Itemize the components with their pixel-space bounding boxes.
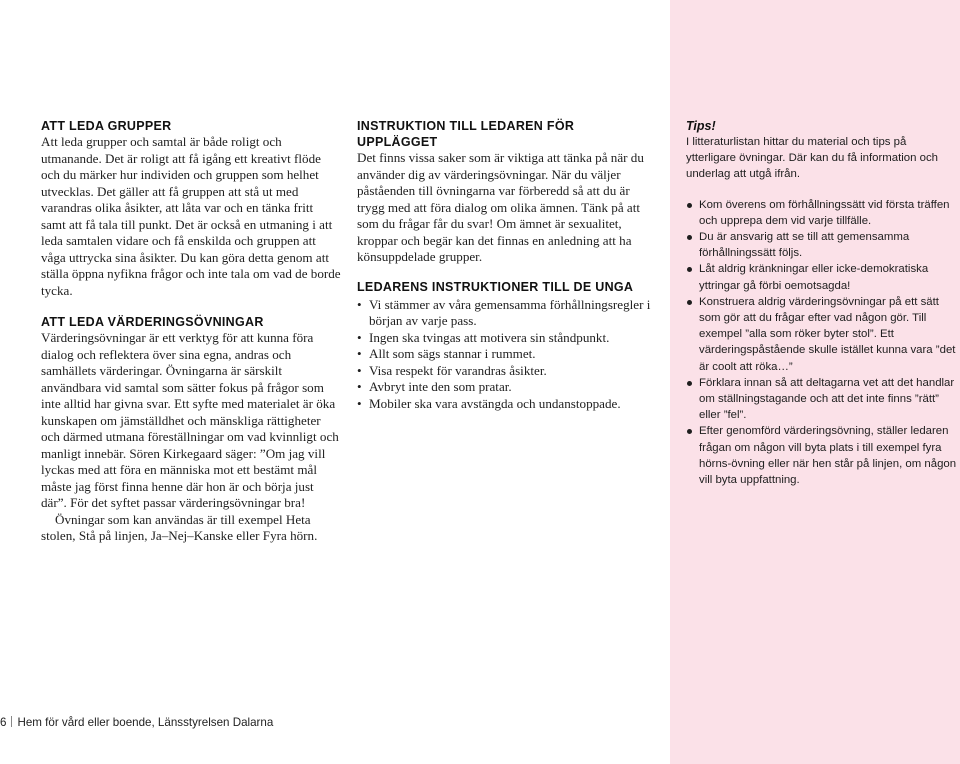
page-footer bbox=[0, 716, 273, 729]
bullet-icon: • bbox=[357, 329, 362, 345]
list-item: • Ingen ska tvingas att motivera sin ståndpunkt. bbox=[357, 329, 610, 345]
bullet-icon: • bbox=[357, 346, 362, 361]
section-heading-ledarens-instruktioner: LEDARENS INSTRUKTIONER TILL DE UNGA bbox=[357, 279, 634, 294]
column-left bbox=[41, 118, 341, 545]
list-item: • Visa respekt för varandras åsikter. bbox=[357, 362, 547, 378]
tips-list bbox=[686, 197, 958, 489]
list-item: Efter genomförd värderingsövning, ställer ledaren frågan om någon vill byta plats i till exempel fyra hörns-övning eller när hen står på linjen, om någon vill byta uppfattning. bbox=[686, 423, 958, 488]
bullet-icon bbox=[687, 300, 692, 305]
list-item: Konstruera aldrig värderingsövningar på ett sätt som gör att du frågar efter vad någon gör. Till exempel ”alla som röker byter stol”. Ett värderingspåstående skulle istället kunna vara ”det är coolt att röka…” bbox=[686, 294, 958, 375]
bullet-icon bbox=[687, 429, 692, 434]
bullet-icon: • bbox=[357, 395, 362, 411]
footer-divider bbox=[11, 716, 12, 727]
footer-text: Hem för vård eller boende, Länsstyrelsen Dalarna bbox=[17, 716, 274, 729]
list-item: • Avbryt inte den som pratar. bbox=[357, 379, 512, 394]
section-heading-att-leda-vardering: ATT LEDA VÄRDERINGSÖVNINGAR bbox=[41, 315, 264, 329]
rules-list bbox=[357, 297, 657, 413]
body-paragraph: Det finns vissa saker som är viktiga att tänka på när du använder dig av värderingsövningar. När du väljer påståenden till övningarna var förberedd så att du är trygg med att föra dialog om olika ämnen. Tänk på att som du frågar får du svar! Om ämnet är sexualitet, kroppar och begär kan det finnas en anledning att ha könsuppdelade grupper. bbox=[357, 150, 644, 264]
bullet-icon bbox=[687, 235, 692, 240]
body-paragraph: Att leda grupper och samtal är både roligt och utmanande. Det är roligt att få igång ett kreativt flöde och du märker hur individen och gruppen som helhet utvecklas. Det gäller att få gruppen att stå ut med varandras olika åsikter, att låta var och en tänka fritt samt att få tala till punkt. Det är också en utmaning i att leda samtalen vidare och få enskilda och gruppen att våga uttrycka sina åsikter. Du kan göra detta genom att ställa öppna nyfikna frågor och inte tala om vad de borde tycka. bbox=[41, 134, 341, 298]
body-paragraph: Värderingsövningar är ett verktyg för att kunna föra dialog och reflektera över sina egna, andras och samhällets värderingar. Övningarna är särskilt användbara vid samtal som sätter fokus på frågor som inte alltid har givna svar. Ett syfte med materialet är öka kunskapen om jämställdhet och mänskliga rättigheter och därmed utmana föreställningar om vad kvinnligt och manligt innebär. Sören Kirkegaard säger: ”Om jag vill lyckas med att föra en människa mot ett bestämt mål måste jag först finna henne där hon är och börja just där”. För det syftet passar värderingsövningar bra! bbox=[41, 330, 339, 510]
tips-sidebar bbox=[686, 118, 958, 488]
list-item: • Mobiler ska vara avstängda och undanstoppade. bbox=[357, 395, 621, 411]
section-heading-att-leda-grupper: ATT LEDA GRUPPER bbox=[41, 119, 172, 133]
list-item: • Vi stämmer av våra gemensamma förhållningsregler i början av varje pass. bbox=[357, 296, 651, 328]
column-middle bbox=[357, 118, 657, 412]
bullet-icon bbox=[687, 381, 692, 386]
body-paragraph: Övningar som kan användas är till exempel Heta stolen, Stå på linjen, Ja–Nej–Kanske eller Fyra hörn. bbox=[41, 511, 318, 543]
tips-intro: I litteraturlistan hittar du material och tips på ytterligare övningar. Där kan du få information och underlag att utgå ifrån. bbox=[686, 136, 938, 181]
page-number: 6 bbox=[0, 716, 7, 729]
bullet-icon: • bbox=[357, 296, 362, 312]
section-heading-instruktion: INSTRUKTION TILL LEDAREN FÖR UPPLÄGGET bbox=[357, 119, 575, 149]
bullet-icon: • bbox=[357, 379, 362, 394]
bullet-icon bbox=[687, 203, 692, 208]
list-item: Förklara innan så att deltagarna vet att det handlar om ställningstagande och att det inte finns ”rätt” eller ”fel”. bbox=[686, 375, 958, 424]
list-item: Kom överens om förhållningssätt vid första träffen och upprepa dem vid varje tillfälle. bbox=[686, 197, 958, 229]
tips-title: Tips! bbox=[686, 119, 716, 133]
bullet-icon: • bbox=[357, 362, 362, 378]
list-item: Du är ansvarig att se till att gemensamma förhållningssätt följs. bbox=[686, 229, 958, 261]
list-item: • Allt som sägs stannar i rummet. bbox=[357, 346, 536, 361]
list-item: Låt aldrig kränkningar eller icke-demokratiska yttringar gå förbi oemotsagda! bbox=[686, 261, 958, 293]
bullet-icon bbox=[687, 267, 692, 272]
